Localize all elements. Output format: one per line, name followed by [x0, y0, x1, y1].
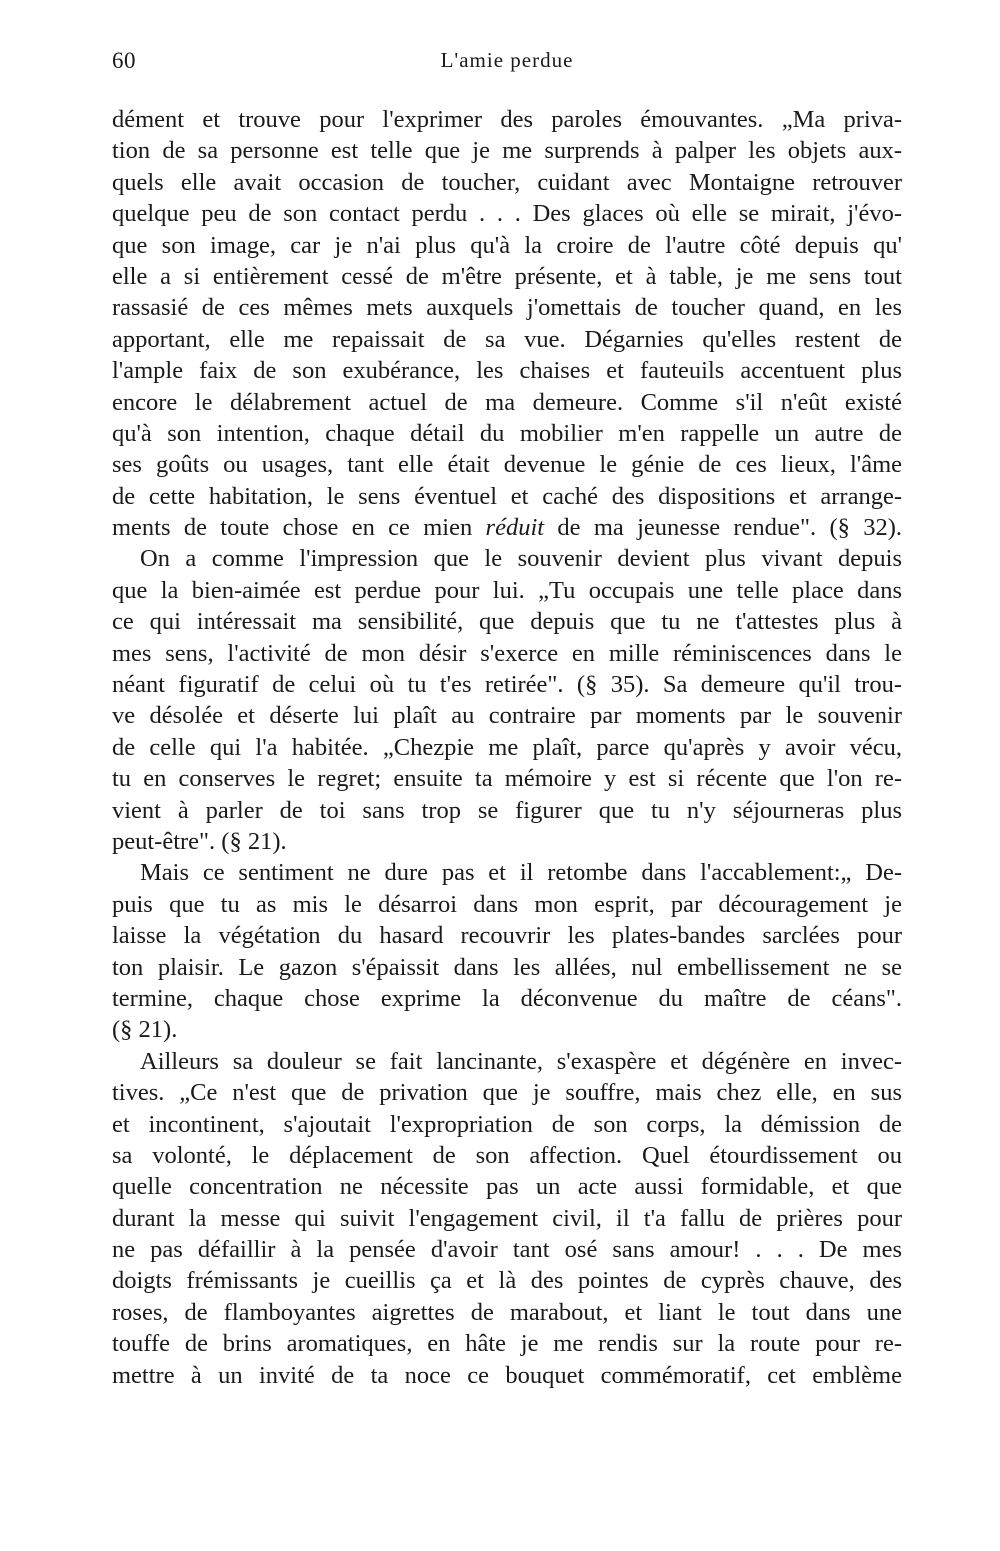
text-line-content: doigts frémissants je cueillis ça et là des pointes de cyprès chauve, des	[112, 1267, 902, 1295]
text-line	[112, 1109, 902, 1140]
text-line-content: ses goûts ou usages, tant elle était devenue le génie de ces lieux, l'âme	[112, 451, 902, 479]
text-line-content: encore le délabrement actuel de ma demeure. Comme s'il n'eût existé	[112, 388, 902, 416]
text-line	[112, 826, 902, 857]
text-line-content: roses, de flamboyantes aigrettes de marabout, et liant le tout dans une	[112, 1298, 902, 1326]
text-line	[112, 1171, 902, 1202]
text-line-content: rassasié de ces mêmes mets auxquels j'omettais de toucher quand, en les	[112, 294, 902, 322]
text-line	[112, 920, 902, 951]
text-line	[112, 795, 902, 826]
text-line	[112, 292, 902, 323]
text-line	[112, 1014, 902, 1045]
text-line-content: apportant, elle me repaissait de sa vue. Dégarnies qu'elles restent de	[112, 325, 902, 353]
text-line-content: touffe de brins aromatiques, en hâte je me rendis sur la route pour re-	[112, 1330, 902, 1358]
text-line	[112, 983, 902, 1014]
text-line	[112, 1077, 902, 1108]
text-line	[112, 732, 902, 763]
text-line-content: ton plaisir. Le gazon s'épaissit dans les allées, nul embellissement ne se	[112, 953, 902, 981]
text-line-content: tives. „Ce n'est que de privation que je souffre, mais chez elle, en sus	[112, 1079, 902, 1107]
text-line	[112, 355, 902, 386]
text-line-content: durant la messe qui suivit l'engagement civil, il t'a fallu de prières pour	[112, 1204, 902, 1232]
text-line	[112, 418, 902, 449]
text-line	[112, 1265, 902, 1296]
text-line-content: de celle qui l'a habitée. „Chezpie me plaît, parce qu'après y avoir vécu,	[112, 733, 902, 761]
text-line	[112, 1140, 902, 1171]
text-line	[112, 700, 902, 731]
text-line	[112, 669, 902, 700]
text-line-content: que son image, car je n'ai plus qu'à la croire de l'autre côté depuis qu'	[112, 231, 902, 259]
text-line-content: elle a si entièrement cessé de m'être présente, et à table, je me sens tout	[112, 262, 902, 290]
text-line-content: qu'à son intention, chaque détail du mobilier m'en rappelle un autre de	[112, 419, 902, 447]
text-line-content: puis que tu as mis le désarroi dans mon esprit, par découragement je	[112, 890, 902, 918]
text-line-content: quelque peu de son contact perdu . . . Des glaces où elle se mirait, j'évo-	[112, 200, 902, 228]
text-line	[112, 198, 902, 229]
text-line	[112, 1328, 902, 1359]
text-line	[112, 1297, 902, 1328]
text-line	[112, 857, 902, 888]
text-line-content: ce qui intéressait ma sensibilité, que depuis que tu ne t'attestes plus à	[112, 608, 902, 636]
text-line-continuation: de ma jeunesse rendue". (§ 32).	[544, 514, 902, 542]
text-line-content: quels elle avait occasion de toucher, cuidant avec Montaigne retrouver	[112, 168, 902, 196]
text-line	[112, 449, 902, 480]
text-line	[112, 230, 902, 261]
text-line	[112, 1234, 902, 1265]
text-line	[112, 1046, 902, 1077]
text-line-content: néant figuratif de celui où tu t'es retirée". (§ 35). Sa demeure qu'il trou-	[112, 671, 902, 699]
text-line-content: ne pas défaillir à la pensée d'avoir tant osé sans amour! . . . De mes	[112, 1236, 902, 1264]
text-line-content: laisse la végétation du hasard recouvrir les plates-bandes sarclées pour	[112, 922, 902, 950]
text-line	[112, 512, 902, 543]
text-line	[112, 1360, 902, 1391]
text-line-content: que la bien-aimée est perdue pour lui. „Tu occupais une telle place dans	[112, 576, 902, 604]
text-line	[112, 575, 902, 606]
text-line	[112, 606, 902, 637]
text-line-content: et incontinent, s'ajoutait l'expropriation de son corps, la démission de	[112, 1110, 902, 1138]
text-line	[112, 952, 902, 983]
text-line-content: ve désolée et déserte lui plaît au contraire par moments par le souvenir	[112, 702, 902, 730]
text-line	[112, 104, 902, 135]
text-line-content: tu en conserves le regret; ensuite ta mémoire y est si récente que l'on re-	[112, 765, 902, 793]
running-title: L'amie perdue	[440, 48, 574, 72]
text-line-content: ments de toute chose en ce mien	[112, 514, 486, 542]
text-line-content: On a comme l'impression que le souvenir devient plus vivant depuis	[140, 545, 902, 573]
text-line	[112, 481, 902, 512]
text-line-content: l'ample faix de son exubérance, les chaises et fauteuils accentuent plus	[112, 357, 902, 385]
body-text	[112, 104, 902, 1391]
text-line-content: Mais ce sentiment ne dure pas et il retombe dans l'accablement:„ De-	[140, 859, 902, 887]
running-head	[112, 48, 902, 78]
text-line-content: mes sens, l'activité de mon désir s'exerce en mille réminiscences dans le	[112, 639, 902, 667]
text-line-content: peut-être". (§ 21).	[112, 827, 287, 855]
text-line-content: de cette habitation, le sens éventuel et caché des dispositions et arrange-	[112, 482, 902, 510]
text-line-content: (§ 21).	[112, 1016, 178, 1044]
text-line-content: tion de sa personne est telle que je me surprends à palper les objets aux-	[112, 137, 902, 165]
page-number: 60	[112, 48, 136, 73]
text-line	[112, 763, 902, 794]
text-line	[112, 543, 902, 574]
text-line-content: vient à parler de toi sans trop se figurer que tu n'y séjourneras plus	[112, 796, 902, 824]
text-line	[112, 387, 902, 418]
italic-emphasis: réduit	[485, 514, 545, 542]
text-line	[112, 135, 902, 166]
text-line	[112, 324, 902, 355]
text-line-content: mettre à un invité de ta noce ce bouquet commémoratif, cet emblème	[112, 1361, 902, 1389]
text-line-content: termine, chaque chose exprime la déconvenue du maître de céans".	[112, 984, 902, 1012]
text-line	[112, 261, 902, 292]
text-line	[112, 167, 902, 198]
text-line-content: dément et trouve pour l'exprimer des paroles émouvantes. „Ma priva-	[112, 106, 902, 133]
text-line	[112, 638, 902, 669]
text-line-content: Ailleurs sa douleur se fait lancinante, s'exaspère et dégénère en invec-	[140, 1047, 902, 1075]
text-line-content: sa volonté, le déplacement de son affection. Quel étourdissement ou	[112, 1141, 902, 1169]
text-line	[112, 889, 902, 920]
text-line-content: quelle concentration ne nécessite pas un acte aussi formidable, et que	[112, 1173, 902, 1201]
text-line	[112, 1203, 902, 1234]
